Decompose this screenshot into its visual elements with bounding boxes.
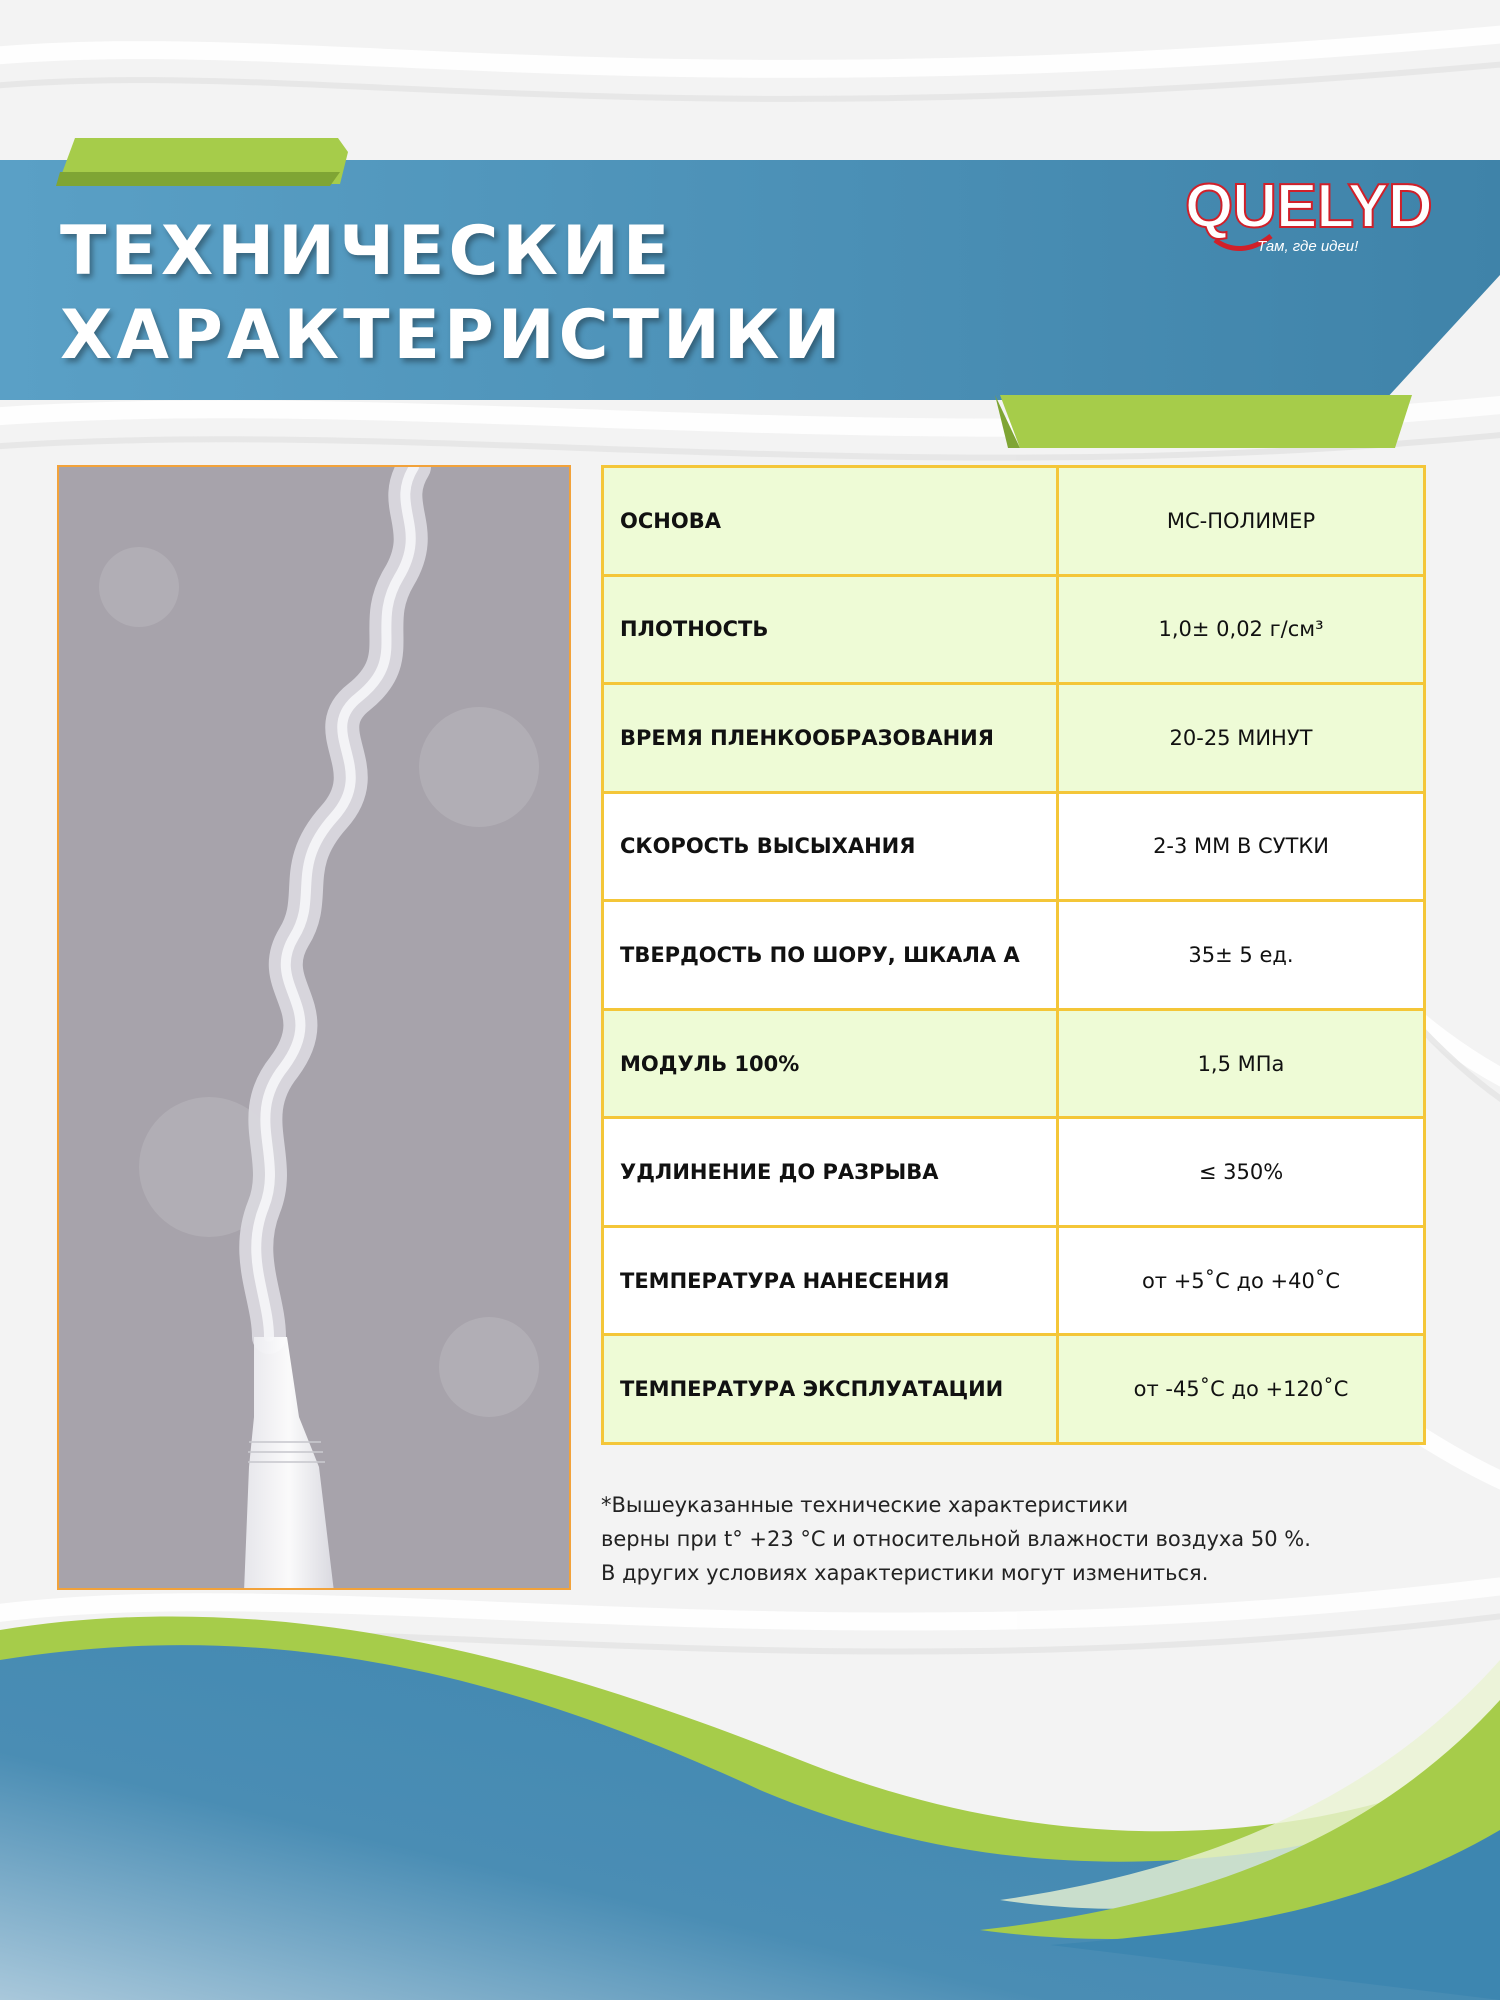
table-row — [603, 1009, 1425, 1118]
table-row — [603, 901, 1425, 1010]
param-label: ТЕМПЕРАТУРА НАНЕСЕНИЯ — [603, 1226, 1058, 1335]
logo-tagline: Там, где идеи! — [1257, 238, 1359, 255]
table-row — [603, 792, 1425, 901]
table-row — [603, 575, 1425, 684]
param-label: ПЛОТНОСТЬ — [603, 575, 1058, 684]
table-row — [603, 467, 1425, 576]
param-value: 1,5 МПа — [1058, 1009, 1425, 1118]
spec-table — [601, 465, 1426, 1445]
brand-logo — [1185, 172, 1432, 267]
param-value: 35± 5 ед. — [1058, 901, 1425, 1010]
param-value: 2-3 ММ В СУТКИ — [1058, 792, 1425, 901]
footnote-line-3: В других условиях характеристики могут измениться. — [601, 1561, 1209, 1585]
param-value: 1,0± 0,02 г/см³ — [1058, 575, 1425, 684]
param-value: МС-ПОЛИМЕР — [1058, 467, 1425, 576]
logo-wordmark: QUELYD — [1185, 172, 1432, 241]
param-label: МОДУЛЬ 100% — [603, 1009, 1058, 1118]
param-label: УДЛИНЕНИЕ ДО РАЗРЫВА — [603, 1118, 1058, 1227]
param-label: ТЕМПЕРАТУРА ЭКСПЛУАТАЦИИ — [603, 1335, 1058, 1444]
param-label: ТВЕРДОСТЬ ПО ШОРУ, ШКАЛА А — [603, 901, 1058, 1010]
table-row — [603, 1118, 1425, 1227]
param-value: 20-25 МИНУТ — [1058, 684, 1425, 793]
param-label: ВРЕМЯ ПЛЕНКООБРАЗОВАНИЯ — [603, 684, 1058, 793]
param-value: от +5˚С до +40˚С — [1058, 1226, 1425, 1335]
table-row — [603, 1226, 1425, 1335]
param-label: СКОРОСТЬ ВЫСЫХАНИЯ — [603, 792, 1058, 901]
table-row — [603, 684, 1425, 793]
footnote-line-2: верны при t° +23 °С и относительной влажности воздуха 50 %. — [601, 1527, 1311, 1551]
page-title — [60, 210, 844, 378]
param-label: ОСНОВА — [603, 467, 1058, 576]
param-value: от -45˚С до +120˚С — [1058, 1335, 1425, 1444]
title-line-2: ХАРАКТЕРИСТИКИ — [60, 296, 845, 375]
title-line-1: ТЕХНИЧЕСКИЕ — [60, 212, 674, 291]
footer-waves — [0, 1600, 1500, 2000]
product-photo — [57, 465, 571, 1590]
param-value: ≤ 350% — [1058, 1118, 1425, 1227]
footnote-line-1: *Вышеуказанные технические характеристики — [601, 1493, 1129, 1517]
footnote — [601, 1488, 1461, 1590]
table-row — [603, 1335, 1425, 1444]
sealant-bead-photo-icon — [59, 467, 571, 1590]
